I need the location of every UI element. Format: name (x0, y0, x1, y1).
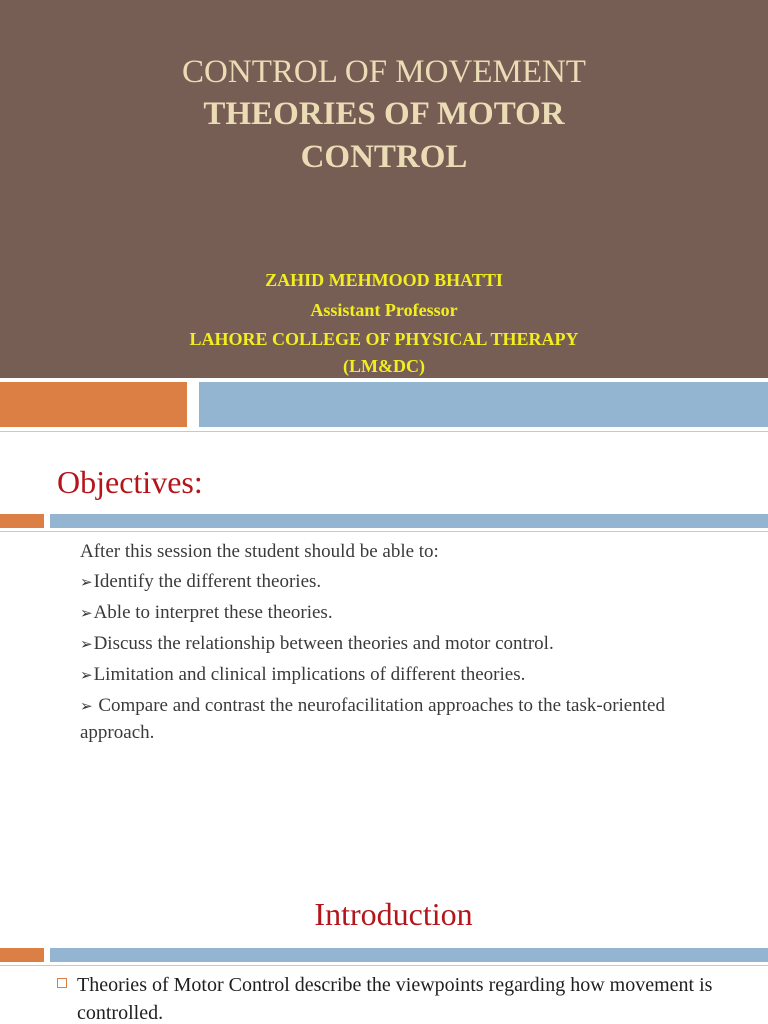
arrow-bullet-icon: ➢ (80, 699, 93, 715)
accent-band-orange (0, 514, 44, 528)
list-item (80, 569, 720, 596)
accent-band-blue (199, 382, 768, 427)
accent-band-blue (50, 514, 768, 528)
arrow-bullet-icon: ➢ (80, 637, 93, 653)
introduction-heading: Introduction (314, 896, 473, 932)
author-title: Assistant Professor (310, 300, 458, 320)
list-item-text: Compare and contrast the neurofacilitation approaches to the task-oriented approach. (80, 695, 665, 743)
slide-divider (0, 431, 768, 432)
accent-band-blue (50, 948, 768, 962)
slide-divider (0, 965, 768, 966)
list-item-text: Limitation and clinical implications of different theories. (93, 664, 526, 685)
objectives-list (80, 539, 720, 750)
slide-divider (0, 531, 768, 532)
author-name: ZAHID MEHMOOD BHATTI (265, 270, 503, 290)
institution-abbreviation: (LM&DC) (343, 356, 425, 376)
title-slide (0, 0, 768, 378)
slide-title-line-2: THEORIES OF MOTOR (203, 96, 565, 132)
list-item (57, 971, 727, 1024)
list-item (80, 693, 720, 746)
square-bullet-icon (57, 978, 67, 988)
list-item (80, 662, 720, 689)
accent-band-orange (0, 948, 44, 962)
list-item-text: Identify the different theories. (93, 571, 322, 592)
institution-name: LAHORE COLLEGE OF PHYSICAL THERAPY (189, 329, 579, 349)
list-item (80, 600, 720, 627)
accent-band-orange (0, 382, 187, 427)
arrow-bullet-icon: ➢ (80, 575, 93, 591)
list-item-text: Able to interpret these theories. (93, 602, 333, 623)
slide-title-line-1: CONTROL OF MOVEMENT (182, 54, 586, 90)
arrow-bullet-icon: ➢ (80, 606, 93, 622)
list-item (80, 631, 720, 658)
objectives-intro: After this session the student should be able to: (80, 541, 439, 562)
slide-title-line-3: CONTROL (300, 139, 468, 175)
introduction-bullet-text: Theories of Motor Control describe the viewpoints regarding how movement is controlled. (77, 974, 713, 1024)
list-item-text: Discuss the relationship between theories and motor control. (93, 633, 554, 654)
arrow-bullet-icon: ➢ (80, 668, 93, 684)
objectives-heading: Objectives: (57, 464, 203, 500)
